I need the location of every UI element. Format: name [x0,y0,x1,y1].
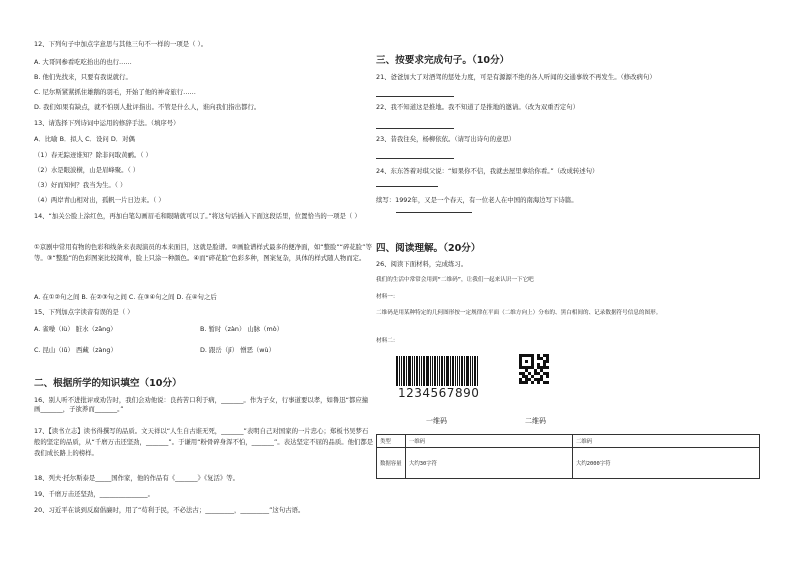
q15-option-b: B. 暂时（zàn） 山脉（mò） [200,325,284,333]
barcode-bar [439,356,440,386]
barcode-bar [472,356,473,386]
q12-option-b: B. 他们先找来，只要有我说就行。 [34,73,132,81]
table-row [377,435,760,448]
barcode-bar [421,356,422,386]
barcode-bar [403,356,405,386]
table-cell: 大约30字符 [406,448,573,479]
q15-option-c: C. 昆山（lǔ） 西藏（zàng） [34,346,117,354]
q20: 20、习近平在谈到反腐倡廉时，用了“苟利于民，不必法古；_________，_________”这句古语。 [34,506,305,514]
barcode-number: 1234567890 [398,386,480,400]
q23-answer-line [376,158,454,159]
qr-module [546,381,549,384]
q13-item-2: （2）水是眼波横，山是眉峰聚。（ ） [34,166,140,174]
q15-option-a: A. 雀噪（lù） 脏水（zāng） [34,325,117,333]
q25: 续写：1992年，又是一个春天，有一位老人在中国的南海边写下诗篇。 [376,196,578,204]
barcode-bar [416,356,418,386]
q22-answer-line [376,128,454,129]
q21: 21、爸爸加大了对酒驾的惩处力度，可是有源源不绝的各人听闻的交通事故不再发生。（修改病句） [376,73,656,81]
barcode-bar [408,356,411,386]
barcode-bar [459,356,460,386]
barcode-bar [450,356,451,386]
barcode-bar [452,356,454,386]
caption-2d-code: 二维码 [525,417,546,425]
section-2-title: 二、根据所学的知识填空（10分） [34,378,182,389]
q18: 18、列夫·托尔斯泰是_____国作家，他的作品有《_______》《复活》等。 [34,474,240,482]
table-cell: 类型 [377,435,406,448]
caption-1d-code: 一维码 [426,417,447,425]
barcode-bar [466,356,469,386]
q13-item-4: （4）两岸青山相对出，孤帆一片日边来。（ ） [34,196,165,204]
barcode-bar [477,356,478,386]
q14-passage: ①京剧中常用有物的色彩和线条来表现演员的本来面目，这就是脸谱。②画脸谱样式最多的便净面，如“整脸”“碎花脸”等等。③“整脸”的色彩图案比较简单，脸上只涂一种颜色。④而“碎花脸”色彩多种，图案复杂，具体的样式随人物而定。 [34,243,372,262]
q15: 15、下列加点字读音有误的是（ ） [34,308,134,316]
q13-item-3: （3）好而知何？我当为生。（ ） [34,181,127,189]
section-4-title: 四、阅读理解。（20分） [376,243,481,254]
q19: 19、千磨万击还坚劲，_______________。 [34,490,154,498]
q21-answer-line [376,96,454,97]
barcode-bar [474,356,476,386]
barcode-bar [430,356,431,386]
q13-item-1: （1）春无踪迹谁知？除非问取黄鹂。（ ） [34,151,152,159]
q12: 12、下列句子中加点字意思与其他三句不一样的一项是（ ）。 [34,40,208,48]
table-cell: 一维码 [406,435,573,448]
section-3-title: 三、按要求完成句子。（10分） [376,55,510,66]
material-2-title: 材料二： [376,338,399,344]
barcode-bar [444,356,445,386]
table-cell: 数据容量 [377,448,406,479]
table-cell: 二维码 [573,435,760,448]
table-row [377,448,760,479]
barcode-bar [412,356,413,386]
q15-option-d: D. 跟岳（jī） 憎恶（wù） [200,346,275,354]
material-1-title: 材料一： [376,294,399,300]
barcode-bar [396,356,398,386]
barcode-bar [399,356,400,386]
q16: 16、别人听不进批评或劝告时，我们会劝他说：良药苦口利于病，_______。作为子女，行事道要以孝，如鲁迅“都应撞画_______，子欲养而_______。” [34,396,369,413]
q25-answer-line [396,212,472,213]
q22: 22、我不知道这是推地。我不知道了是推地的邀请。（改为双重否定句） [376,103,580,111]
q14-options: A. 在①②句之间 B. 在②③句之间 C. 在③④句之间 D. 在④句之后 [34,293,217,301]
q12-option-c: C. 尼尔斯紧紧抓住雄鹅的羽毛，开始了他的神奇旅行…… [34,88,196,96]
barcode-bar [419,356,420,386]
barcode-bar [401,356,402,386]
q13-options: A．比喻 B．拟人 C．设问 D．对偶 [34,135,135,143]
barcode-bar [457,356,458,386]
q17: 17、【读书立志】读书得撰写的品质。文天祥以“人生自古谁无死，_______”表明自己对国家的一片忠心；郑板书吴梦石般的坚定的品质，从“千磨万击还坚劲，_______”。于谦用“粉骨碎身浑不怕，_______”。表达坚定不屈的品质。他们都是我们成长路上的榜样。 [34,427,374,457]
q12-option-d: D. 我们如果有缺点，就不怕别人批评指出。不管是什么人，谁向我们指出都行。 [34,103,261,111]
table-cell: 大约2000字符 [573,448,760,479]
barcode-bar [434,356,436,386]
barcode-bar [464,356,465,386]
q13: 13、请选择下列诗词中运用的修辞手法。（填序号） [34,119,180,127]
barcode-bar [414,356,415,386]
barcode-bar [441,356,443,386]
barcode-bar [470,356,471,386]
barcode-bar [406,356,407,386]
q14: 14、“加关公脸上涂红色，再加白笔勾画眉毛和眼睛就可以了。”将这句话插入下面这段话里，位置恰当的一项是（ ） [34,212,361,220]
material-1-body: 二维码是用某种特定的几何图形按一定规律在平面（二维方向上）分布的、黑白相间的、记录数据符号信息的图形。 [376,310,662,316]
barcode-bar [426,356,429,386]
q24-answer-line [376,186,438,187]
barcode-bar [437,356,438,386]
q23: 23、昔我往矣，杨柳依依。（请写出诗句的意思） [376,135,516,143]
q12-option-a: A. 大哥同参看吃吃抬出的也行…… [34,58,132,66]
barcode-bar [423,356,425,386]
material-intro: 我们的生活中常常会用到“二维码”，让我们一起来认识一下它吧 [376,277,534,283]
barcode-bar [446,356,449,386]
comparison-table [376,434,760,479]
barcode-bar [461,356,463,386]
barcode-bar [455,356,456,386]
barcode-image [396,356,480,386]
qr-code-image [519,354,549,384]
q26: 26、阅读下面材料，完成练习。 [376,260,468,268]
barcode-bar [432,356,433,386]
q24: 24、东东答着对琪父说：“如果你不信，我就去屋里拿给你看。”（改成转述句） [376,167,599,175]
